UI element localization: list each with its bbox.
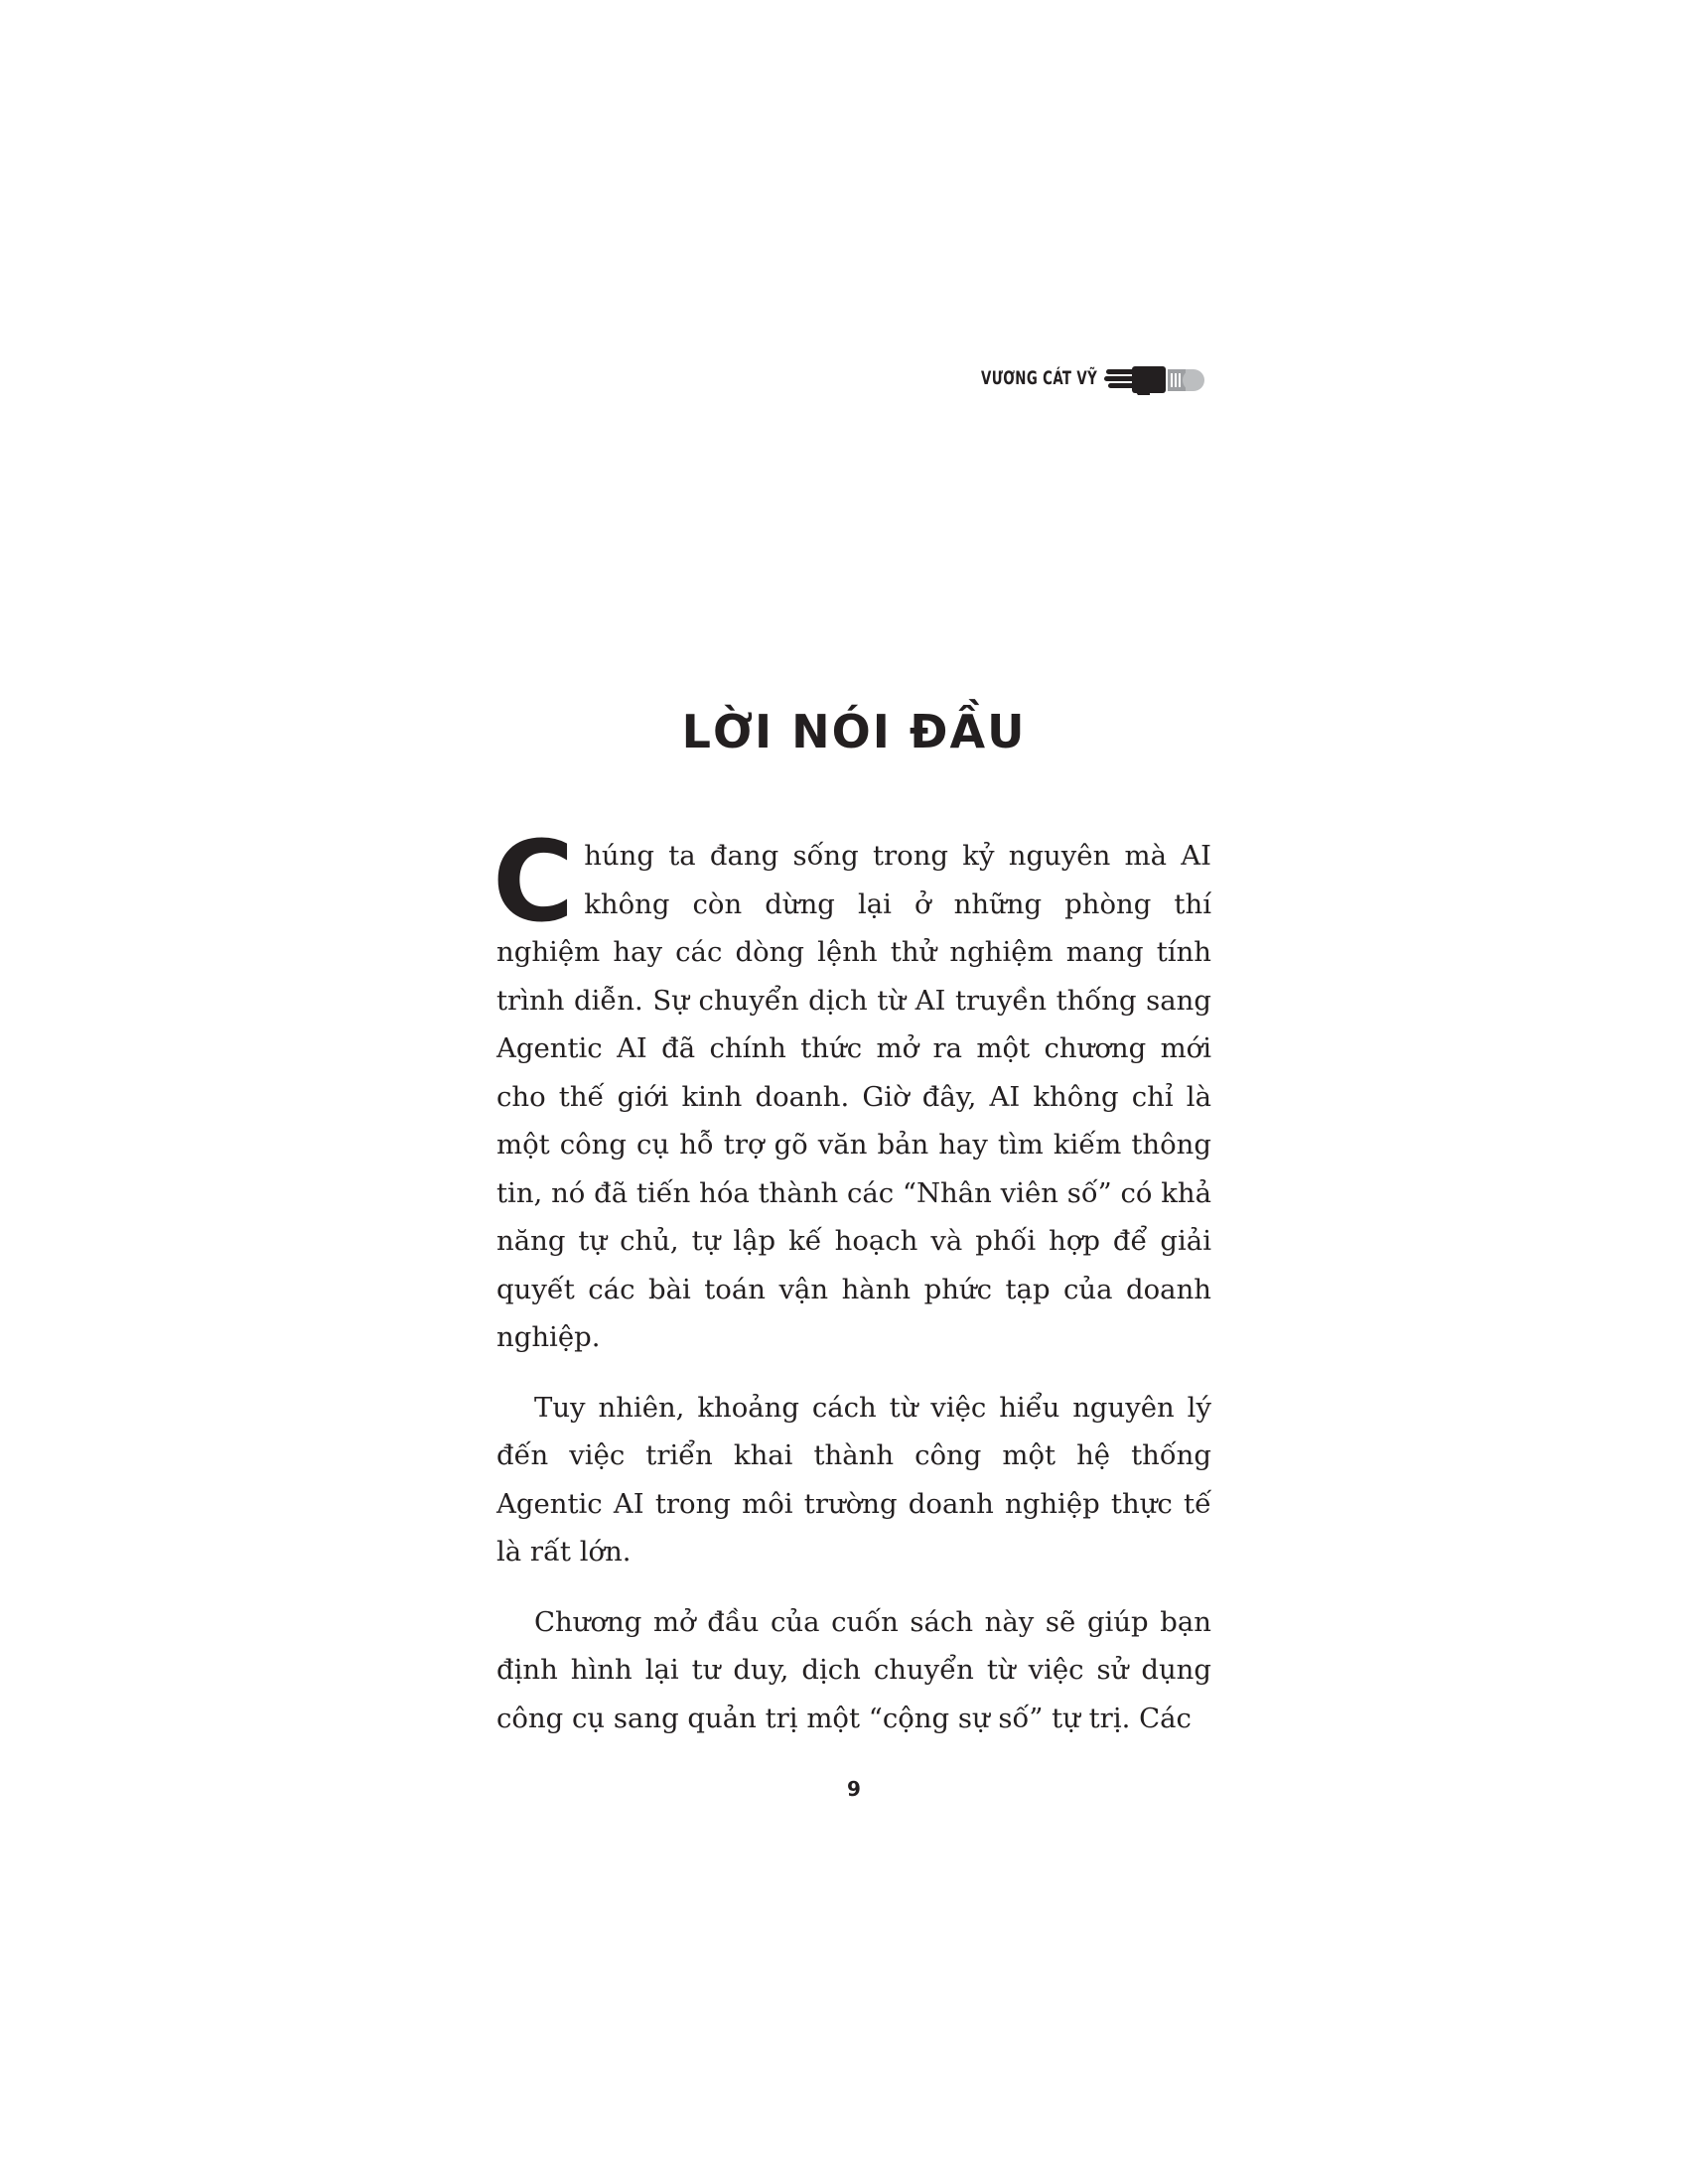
paragraph-1 [492,818,1211,1362]
dropcap: C [492,818,575,947]
paragraph-1-text: húng ta đang sống trong kỷ nguyên mà AI không còn dừng lại ở những phòng thí nghiệm hay các dòng lệnh thử nghiệm mang tính trình diễn. Sự chuyển dịch từ AI truyền thống sang Agentic AI đã chính thức mở ra một chương mới cho thế giới kinh doanh. Giờ đây, AI không chỉ là một công cụ hỗ trợ gõ văn bản hay tìm kiếm thông tin, nó đã tiến hóa thành các “Nhân viên số” có khả năng tự chủ, tự lập kế hoạch và phối hợp để giải quyết các bài toán vận hành phức tạp của doanh nghiệp. [496,840,1211,1353]
paragraph-3: Chương mở đầu của cuốn sách này sẽ giúp bạn định hình lại tư duy, dịch chuyển từ việc sử dụng công cụ sang quản trị một “cộng sự số” tự trị. Các [496,1605,1211,1734]
chapter-title: LỜI NÓI ĐẦU [681,705,1027,758]
paragraph-2: Tuy nhiên, khoảng cách từ việc hiểu nguyên lý đến việc triển khai thành công một hệ thống Agentic AI trong môi trường doanh nghiệp thực tế là rất lớn. [496,1391,1211,1568]
page-number: 9 [847,1777,861,1801]
body-text [492,818,1211,1764]
author-name: VƯƠNG CÁT VỸ [981,367,1098,389]
running-header [953,357,1211,407]
robot-hand-icon [1104,363,1213,399]
